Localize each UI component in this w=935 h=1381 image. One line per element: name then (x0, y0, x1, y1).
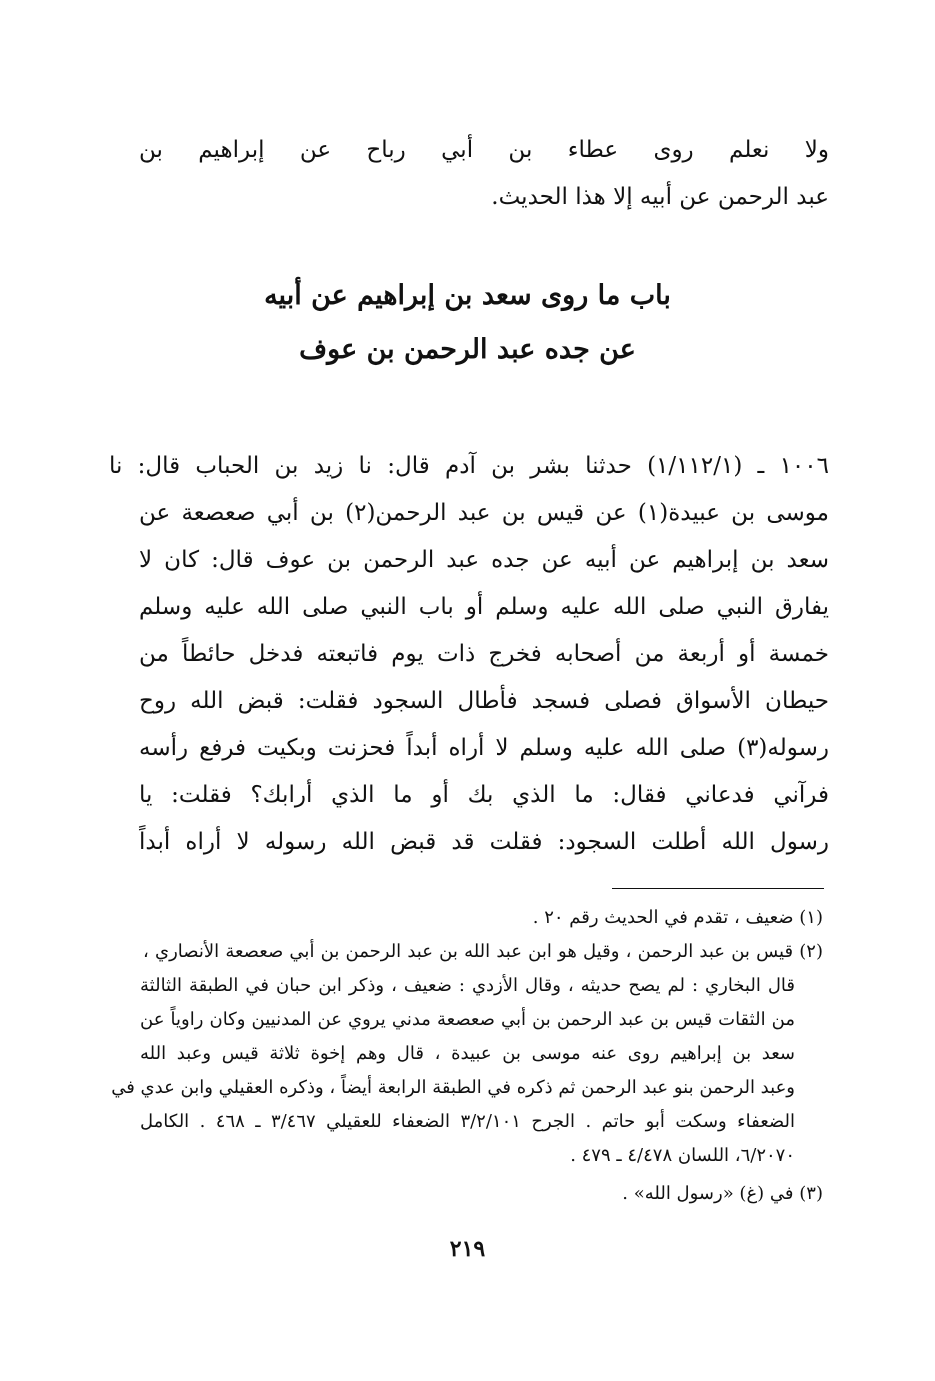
intro-line-1: ولا نعلم روى عطاء بن أبي رباح عن إبراهيم بن (139, 137, 829, 163)
chapter-heading-line-2: عن جده عبد الرحمن بن عوف (299, 334, 636, 365)
hadith-line-5: خمسة أو أربعة من أصحابه فخرج ذات يوم فاتبعته فدخل حائطاً من (139, 641, 829, 667)
footnote-separator (612, 888, 824, 889)
footnote-2-line-5: وعبد الرحمن بنو عبد الرحمن ثم ذكره في الطبقة الرابعة أيضاً ، وذكره العقيلي وابن عدي في (111, 1077, 795, 1098)
hadith-line-1: ١٠٠٦ ـ (١/١١٢/١) حدثنا بشر بن آدم قال: نا زيد بن الحباب قال: نا (109, 453, 829, 479)
footnote-2-line-7: ٦/٢٠٧٠، اللسان ٤/٤٧٨ ـ ٤٧٩ . (570, 1145, 795, 1166)
footnote-2-line-6: الضعفاء وسكت أبو حاتم . الجرح ٣/٢/١٠١ الضعفاء للعقيلي ٣/٤٦٧ ـ ٤٦٨ . الكامل (140, 1111, 796, 1132)
footnote-2-line-4: سعد بن إبراهيم روى عنه موسى بن عبيدة ، قال وهم إخوة ثلاثة قيس وعبد الله (140, 1043, 795, 1064)
hadith-line-9: رسول الله أطلت السجود: فقلت قد قبض الله رسوله لا أراه أبداً (139, 829, 829, 855)
footnote-1: (١) ضعيف ، تقدم في الحديث رقم ٢٠ . (532, 907, 823, 928)
footnote-2-line-1: (٢) قيس بن عبد الرحمن ، وقيل هو ابن عبد الله بن عبد الرحمن بن أبي صعصعة الأنصاري ، (143, 941, 823, 962)
footnote-3: (٣) في (غ) «رسول الله» . (622, 1183, 823, 1204)
footnote-2-line-2: قال البخاري : لم يصح حديثه ، وقال الأزدي : ضعيف ، وذكر ابن حبان في الطبقة الثالثة (140, 975, 795, 996)
chapter-heading-line-1: باب ما روى سعد بن إبراهيم عن أبيه (264, 280, 671, 311)
hadith-line-6: حيطان الأسواق فصلى فسجد فأطال السجود فقلت: قبض الله روح (139, 688, 829, 714)
footnote-2-line-3: من الثقات قيس بن عبد الرحمن بن أبي صعصعة مدني يروي عن المدنيين وكان راوياً عن (140, 1009, 795, 1030)
hadith-line-7: رسوله(٣) صلى الله عليه وسلم لا أراه أبداً فحزنت وبكيت فرفع رأسه (139, 735, 829, 761)
hadith-line-2: موسى بن عبيدة(١) عن قيس بن عبد الرحمن(٢) بن أبي صعصعة عن (139, 500, 829, 526)
hadith-line-8: فرآني فدعاني فقال: ما الذي بك أو ما الذي أرابك؟ فقلت: يا (139, 782, 829, 808)
intro-line-2: عبد الرحمن عن أبيه إلا هذا الحديث. (491, 184, 829, 210)
hadith-line-4: يفارق النبي صلى الله عليه وسلم أو باب النبي صلى الله عليه وسلم (139, 594, 829, 620)
page-number: ٢١٩ (449, 1236, 486, 1262)
hadith-line-3: سعد بن إبراهيم عن أبيه عن جده عبد الرحمن بن عوف قال: كان لا (139, 547, 829, 573)
